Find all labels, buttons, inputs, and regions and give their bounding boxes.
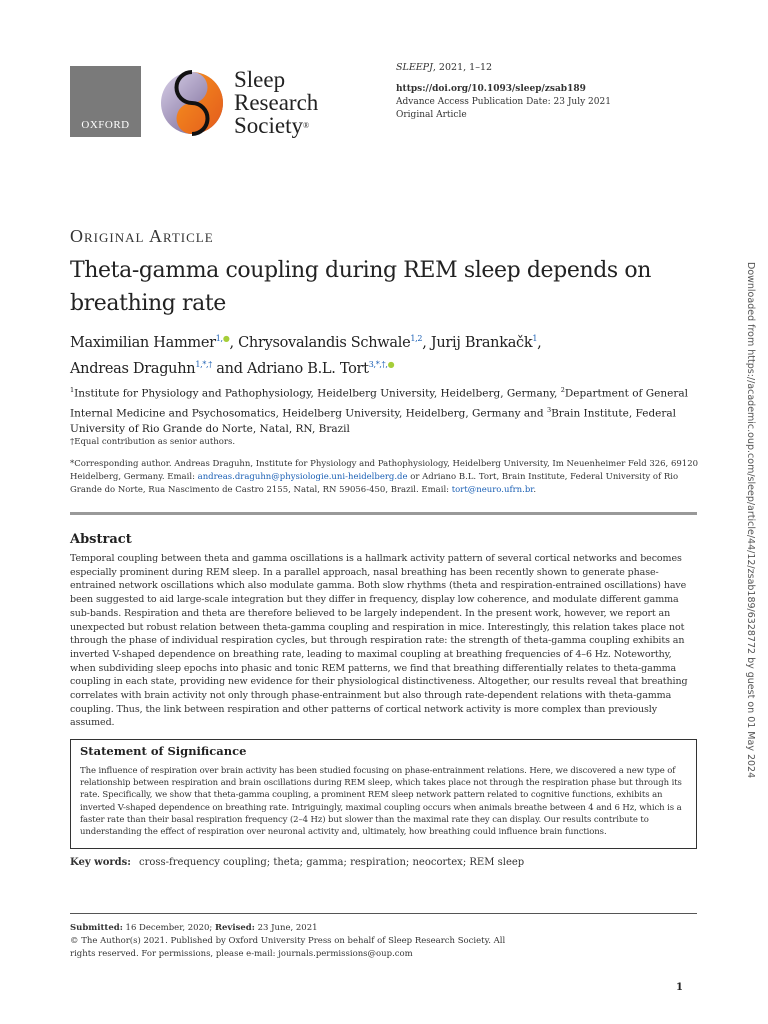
affiliation-marker: 3 — [546, 405, 552, 414]
email-link-tort[interactable]: tort@neuro.ufrn.br — [451, 485, 534, 495]
author-name: Chrysovalandis Schwale — [238, 334, 411, 351]
article-title: Theta-gamma coupling during REM sleep depends on breathing rate — [70, 258, 652, 316]
submitted-label: Submitted: — [70, 923, 123, 933]
logo-line-1: Sleep — [234, 67, 286, 92]
advance-access-date: Advance Access Publication Date: 23 July 2021 — [396, 97, 611, 107]
journal-meta — [396, 61, 611, 122]
author-affiliation-marker: 1 — [532, 334, 538, 343]
section-divider — [70, 512, 697, 515]
author-separator: , — [422, 334, 431, 351]
article-type-label: Original Article — [70, 226, 214, 246]
corresponding-text-2: or Adriano B.L. Tort, Brain Institute, Federal University of Rio Grande do Norte, Rua Nascimento de Castro 2155, Natal, RN 59056-450, Brazil. Email: — [70, 472, 679, 495]
logo-line-3-text: Society — [234, 113, 303, 138]
orcid-icon[interactable]: ● — [222, 334, 230, 343]
author-list — [70, 328, 710, 380]
author-separator: and — [212, 360, 247, 377]
abstract-body: Temporal coupling between theta and gamma oscillations is a hallmark activity pattern of several cortical networks and becomes especially prominent during REM sleep. In a parallel approach, nasal breathing has been recently shown to generate phase-entrained network oscillations which also modulate gamma. Both slow rhythms (theta and respiration-entrained oscillations) have been suggested to aid large-scale integration but they differ in frequency, display low coherence, and modulate different gamma sub-bands. Respiration and theta are therefore believed to be largely independent. In the present work, however, we report an unexpected but robust relation between theta-gamma coupling and respiration in mice. Interestingly, this relation takes place not through the phase of individual respiration cycles, but through respiration rate: the strength of theta-gamma coupling exhibits an inverted V-shaped dependence on breathing rate, leading to maximal coupling at breathing frequencies of 4–6 Hz. Noteworthy, when subdividing sleep epochs into phasic and tonic REM patterns, we find that breathing differentially relates to theta-gamma coupling in each state, providing new evidence for their physiological distinctiveness. Altogether, our results reveal that breathing correlates with brain activity not only through phase-entrainment but also through rate-dependent relations with theta-gamma coupling. Thus, the link between respiration and other patterns of cortical network activity is more complex than previously assumed. — [70, 553, 688, 729]
keywords-text: cross-frequency coupling; theta; gamma; respiration; neocortex; REM sleep — [139, 857, 525, 868]
submission-dates — [70, 922, 530, 935]
logo-line-3 — [234, 114, 318, 137]
article-category: Original Article — [396, 110, 467, 120]
author-affiliation-marker: 3,*,†, — [368, 359, 388, 369]
page-number: 1 — [676, 982, 683, 993]
affiliation-text: Institute for Physiology and Pathophysiology, Heidelberg University, Heidelberg, Germany, — [74, 387, 561, 400]
author-affiliation-marker: 1,2 — [410, 334, 423, 343]
author-name: Maximilian Hammer — [70, 334, 216, 351]
affiliation-text: Brain Institute, Federal University of Rio Grande do Norte, Natal, RN, Brazil — [70, 407, 677, 435]
corresponding-author — [70, 458, 700, 497]
author-affiliation-marker: 1, — [215, 334, 223, 343]
sleep-research-society-wordmark — [234, 68, 318, 137]
affiliation-marker: 1 — [70, 386, 75, 394]
corresponding-text-1: *Corresponding author. Andreas Draguhn, Institute for Physiology and Pathophysiology, Heidelberg University, Im Neuenheimer Feld 326, 69120 Heidelberg, Germany. Email: — [70, 459, 699, 482]
significance-heading: Statement of Significance — [80, 744, 247, 758]
equal-contribution-note: †Equal contribution as senior authors. — [70, 437, 236, 447]
download-side-note — [744, 262, 758, 779]
email-link-draguhn[interactable]: andreas.draguhn@physiologie.uni-heidelberg.de — [197, 472, 408, 482]
author-affiliation-marker: 1,*,† — [195, 359, 212, 369]
affiliations — [70, 382, 700, 437]
journal-year-pages: , 2021, 1–12 — [432, 62, 493, 73]
submitted-date: 16 December, 2020; — [125, 923, 213, 933]
author-name: Adriano B.L. Tort — [246, 360, 369, 377]
oxford-logo-text: OXFORD — [81, 119, 130, 131]
corresponding-text-3: . — [533, 485, 537, 495]
revised-label: Revised: — [214, 923, 255, 933]
author-name: Jurij Brankačk — [430, 334, 533, 351]
affiliation-text: Department of General Internal Medicine and Psychosomatics, Heidelberg University, Heidelberg, Germany and — [70, 387, 688, 419]
significance-body: The influence of respiration over brain activity has been studied focusing on phase-entrainment relations. Here, we discovered a new type of relationship between respiration and brain oscillations during REM sleep, which takes place not through the respiration phase but through its rate. Specifically, we show that theta-gamma coupling, a prominent REM sleep network pattern related to cognitive functions, exhibits an inverted V-shaped dependence on breathing rate. Intriguingly, maximal coupling occurs when animals breathe between 4 and 6 Hz, which is a faster rate than their basal respiration frequency (2–4 Hz) but slower than the maximal rate they can display. Our results contribute to understanding the effect of respiration over neuronal activity and, ultimately, how breathing could influence brain functions. — [80, 766, 682, 838]
download-side-note-text: Downloaded from https://academic.oup.com/sleep/article/44/12/zsab189/6328772 by guest on 01 May 2024 — [745, 262, 756, 779]
author-separator: , — [229, 334, 239, 351]
logo-line-2: Research — [234, 90, 319, 115]
affiliation-marker: 2 — [560, 386, 565, 394]
abstract-heading: Abstract — [70, 532, 132, 547]
oxford-logo — [70, 66, 141, 137]
author-separator: , — [537, 334, 542, 351]
orcid-icon[interactable]: ● — [387, 359, 395, 369]
journal-name: SLEEPJ — [396, 62, 433, 73]
author-name: Andreas Draguhn — [70, 360, 196, 377]
doi-link[interactable]: https://doi.org/10.1093/sleep/zsab189 — [396, 84, 586, 94]
sleep-research-society-logo-icon — [159, 70, 225, 136]
revised-date: 23 June, 2021 — [257, 923, 318, 933]
journal-citation — [396, 61, 611, 74]
copyright-notice: © The Author(s) 2021. Published by Oxford University Press on behalf of Sleep Research Society. All rights reserved. For permissions, please e-mail: journals.permissions@oup.com — [70, 936, 506, 959]
keywords — [70, 857, 524, 868]
footer-divider — [70, 913, 697, 914]
footer-notes — [70, 922, 530, 961]
keywords-label: Key words: — [70, 857, 131, 868]
registered-mark: ® — [303, 121, 310, 130]
